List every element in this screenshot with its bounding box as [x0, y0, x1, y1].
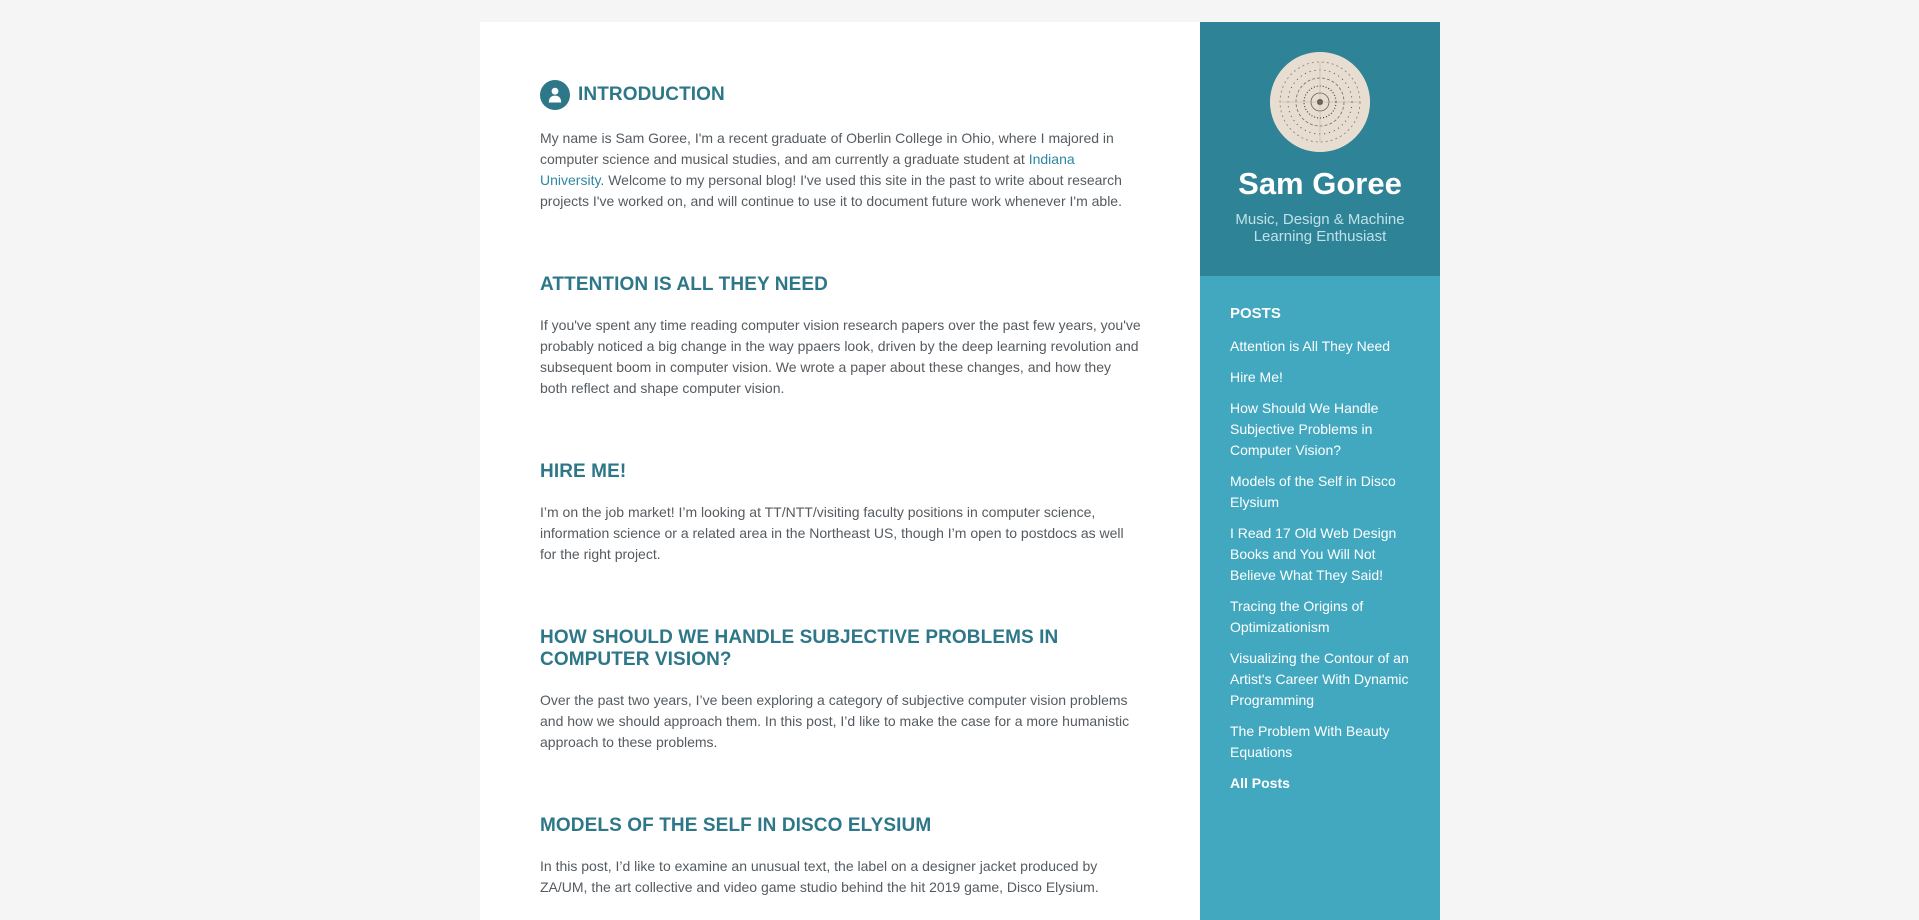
section-title[interactable]: ATTENTION IS ALL THEY NEED: [540, 274, 828, 295]
section-body: If you've spent any time reading computer vision research papers over the past few years, you've probably noticed a big change in the way ppaers look, driven by the deep learning revolution and subsequent boom in computer vision. We wrote a paper about these changes, and how they both reflect and shape computer vision.: [540, 317, 1141, 396]
section-subjective-problems: [540, 627, 1142, 753]
page: [480, 22, 1440, 920]
section-disco-elysium: [540, 815, 1142, 898]
posts-nav: [1230, 304, 1420, 794]
section-body: I’m on the job market! I’m looking at TT/NTT/visiting faculty positions in computer science, information science or a related area in the Northeast US, though I’m open to postdocs as well for the right project.: [540, 504, 1124, 562]
avatar: [1270, 52, 1370, 152]
section-title: [540, 80, 1142, 110]
section-attention: [540, 274, 1142, 399]
section-body: Over the past two years, I’ve been exploring a category of subjective computer vision problems and how we should approach them. In this post, I’d like to make the case for a more humanistic approach to these problems.: [540, 692, 1130, 750]
post-link-optimizationism[interactable]: Tracing the Origins of Optimizationism: [1230, 598, 1364, 635]
section-title[interactable]: MODELS OF THE SELF IN DISCO ELYSIUM: [540, 815, 932, 836]
section-title-text: INTRODUCTION: [578, 84, 725, 105]
section-title[interactable]: HIRE ME!: [540, 461, 627, 482]
section-introduction: [540, 80, 1142, 212]
posts-heading: POSTS: [1230, 305, 1281, 322]
post-link-attention[interactable]: Attention is All They Need: [1230, 338, 1391, 354]
post-link-artist-career[interactable]: Visualizing the Contour of an Artist's Career With Dynamic Programming: [1230, 650, 1409, 708]
body-text: My name is Sam Goree, I'm a recent graduate of Oberlin College in Ohio, where I majored in computer science and musical studies, and am currently a graduate student at: [540, 130, 1114, 167]
all-posts-link[interactable]: All Posts: [1230, 775, 1290, 791]
post-link-subjective-problems[interactable]: How Should We Handle Subjective Problems in Computer Vision?: [1230, 400, 1379, 458]
body-text: . Welcome to my personal blog! I've used this site in the past to write about research projects I've worked on, and will continue to use it to document future work whenever I'm able.: [540, 172, 1122, 209]
sidebar: [1200, 22, 1440, 920]
main-content: [480, 22, 1200, 920]
site-name[interactable]: Sam Goree: [1238, 166, 1402, 201]
section-body: In this post, I’d like to examine an unusual text, the label on a designer jacket produced by ZA/UM, the art collective and video game studio behind the hit 2019 game, Disco Elysium.: [540, 858, 1099, 895]
section-title[interactable]: HOW SHOULD WE HANDLE SUBJECTIVE PROBLEMS IN COMPUTER VISION?: [540, 627, 1059, 670]
post-link-beauty-equations[interactable]: The Problem With Beauty Equations: [1230, 723, 1390, 760]
user-icon: [540, 80, 570, 110]
section-hire-me: [540, 461, 1142, 565]
content-column: [540, 80, 1142, 898]
post-link-disco-elysium[interactable]: Models of the Self in Disco Elysium: [1230, 473, 1396, 510]
profile-header: [1200, 22, 1440, 276]
section-body: [540, 128, 1142, 212]
site-tagline: Music, Design & Machine Learning Enthusiast: [1235, 211, 1405, 245]
post-link-hire-me[interactable]: Hire Me!: [1230, 369, 1283, 385]
indiana-university-link[interactable]: Indiana University: [540, 151, 1075, 188]
post-link-web-design-books[interactable]: I Read 17 Old Web Design Books and You Will Not Believe What They Said!: [1230, 525, 1397, 583]
